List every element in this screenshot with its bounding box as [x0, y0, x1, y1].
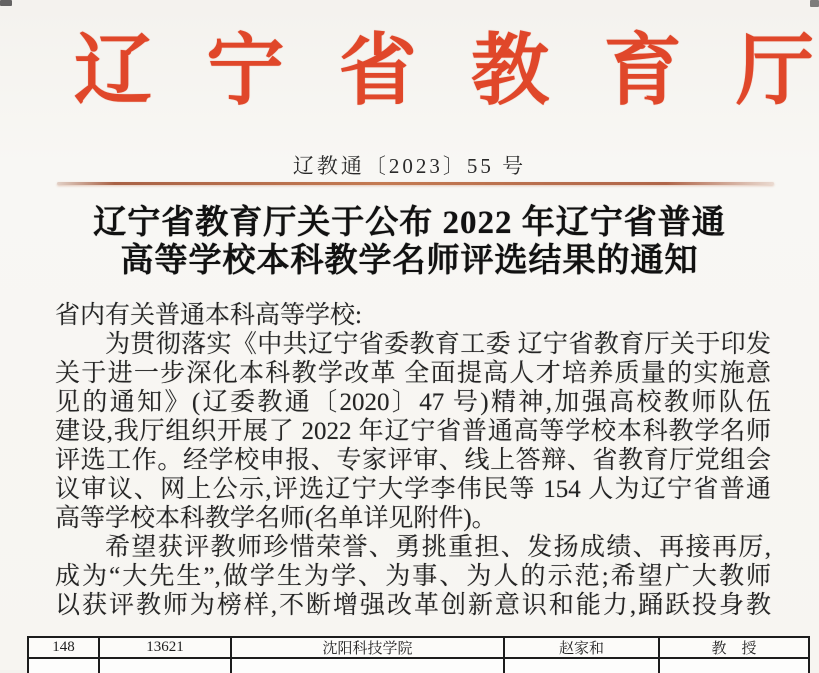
scan-artifact-top-left — [0, 0, 12, 6]
letterhead-character: 教 — [471, 27, 550, 114]
body-line: 建设,我厅组织开展了 2022 年辽宁省普通高等学校本科教学名师 — [55, 418, 771, 445]
doc-number: 辽教通〔2023〕55 号 — [292, 154, 527, 178]
letterhead-character: 宁 — [206, 27, 285, 114]
letterhead-agency-title — [74, 28, 814, 114]
table-cell-job-title: 教 授 — [711, 641, 757, 657]
table-cell-name: 赵家和 — [505, 638, 660, 657]
letterhead-character: 厅 — [735, 27, 814, 114]
letterhead-character: 育 — [603, 27, 682, 114]
notice-title-line-2: 高等学校本科教学名师评选结果的通知 — [120, 243, 699, 279]
body-line: 见的通知》(辽委教通〔2020〕47 号)精神,加强高校教师队伍 — [55, 389, 771, 416]
body-line: 成为“大先生”,做学生为学、为事、为人的示范;希望广大教师 — [55, 563, 771, 590]
body-line: 希望获评教师珍惜荣誉、勇挑重担、发扬成绩、再接再厉, — [105, 534, 771, 561]
table-row — [29, 638, 808, 659]
table-cell-empty — [100, 659, 232, 673]
table-row-partial — [29, 659, 808, 673]
table-cell-code: 13621 — [100, 638, 232, 657]
scan-artifact-top-right — [810, 0, 819, 7]
table-cell-empty — [660, 659, 808, 673]
body-line: 以获评教师为榜样,不断增强改革创新意识和能力,踊跃投身教 — [55, 592, 771, 619]
red-divider-line — [57, 182, 774, 185]
body-line: 议审议、网上公示,评选辽宁大学李伟民等 154 人为辽宁省普通 — [55, 476, 771, 503]
letterhead-character: 辽 — [74, 27, 153, 114]
body-line: 关于进一步深化本科教学改革 全面提高人才培养质量的实施意 — [55, 360, 771, 387]
appendix-table-row — [27, 636, 810, 673]
table-cell-index: 148 — [29, 638, 100, 657]
notice-body — [55, 301, 771, 620]
body-line: 高等学校本科教学名师(名单详见附件)。 — [55, 505, 497, 532]
table-cell-empty — [505, 659, 660, 673]
table-cell-school: 沈阳科技学院 — [232, 638, 505, 657]
body-line: 评选工作。经学校申报、专家评审、线上答辩、省教育厅党组会 — [55, 447, 771, 474]
table-cell-empty — [29, 659, 100, 673]
body-line-salutation: 省内有关普通本科高等学校: — [55, 302, 362, 329]
body-line: 为贯彻落实《中共辽宁省委教育工委 辽宁省教育厅关于印发 — [105, 331, 771, 358]
letterhead-character: 省 — [338, 27, 417, 114]
notice-title-line-1: 辽宁省教育厅关于公布 2022 年辽宁省普通 — [93, 205, 726, 241]
table-cell-empty — [232, 659, 505, 673]
notice-title — [0, 204, 819, 280]
